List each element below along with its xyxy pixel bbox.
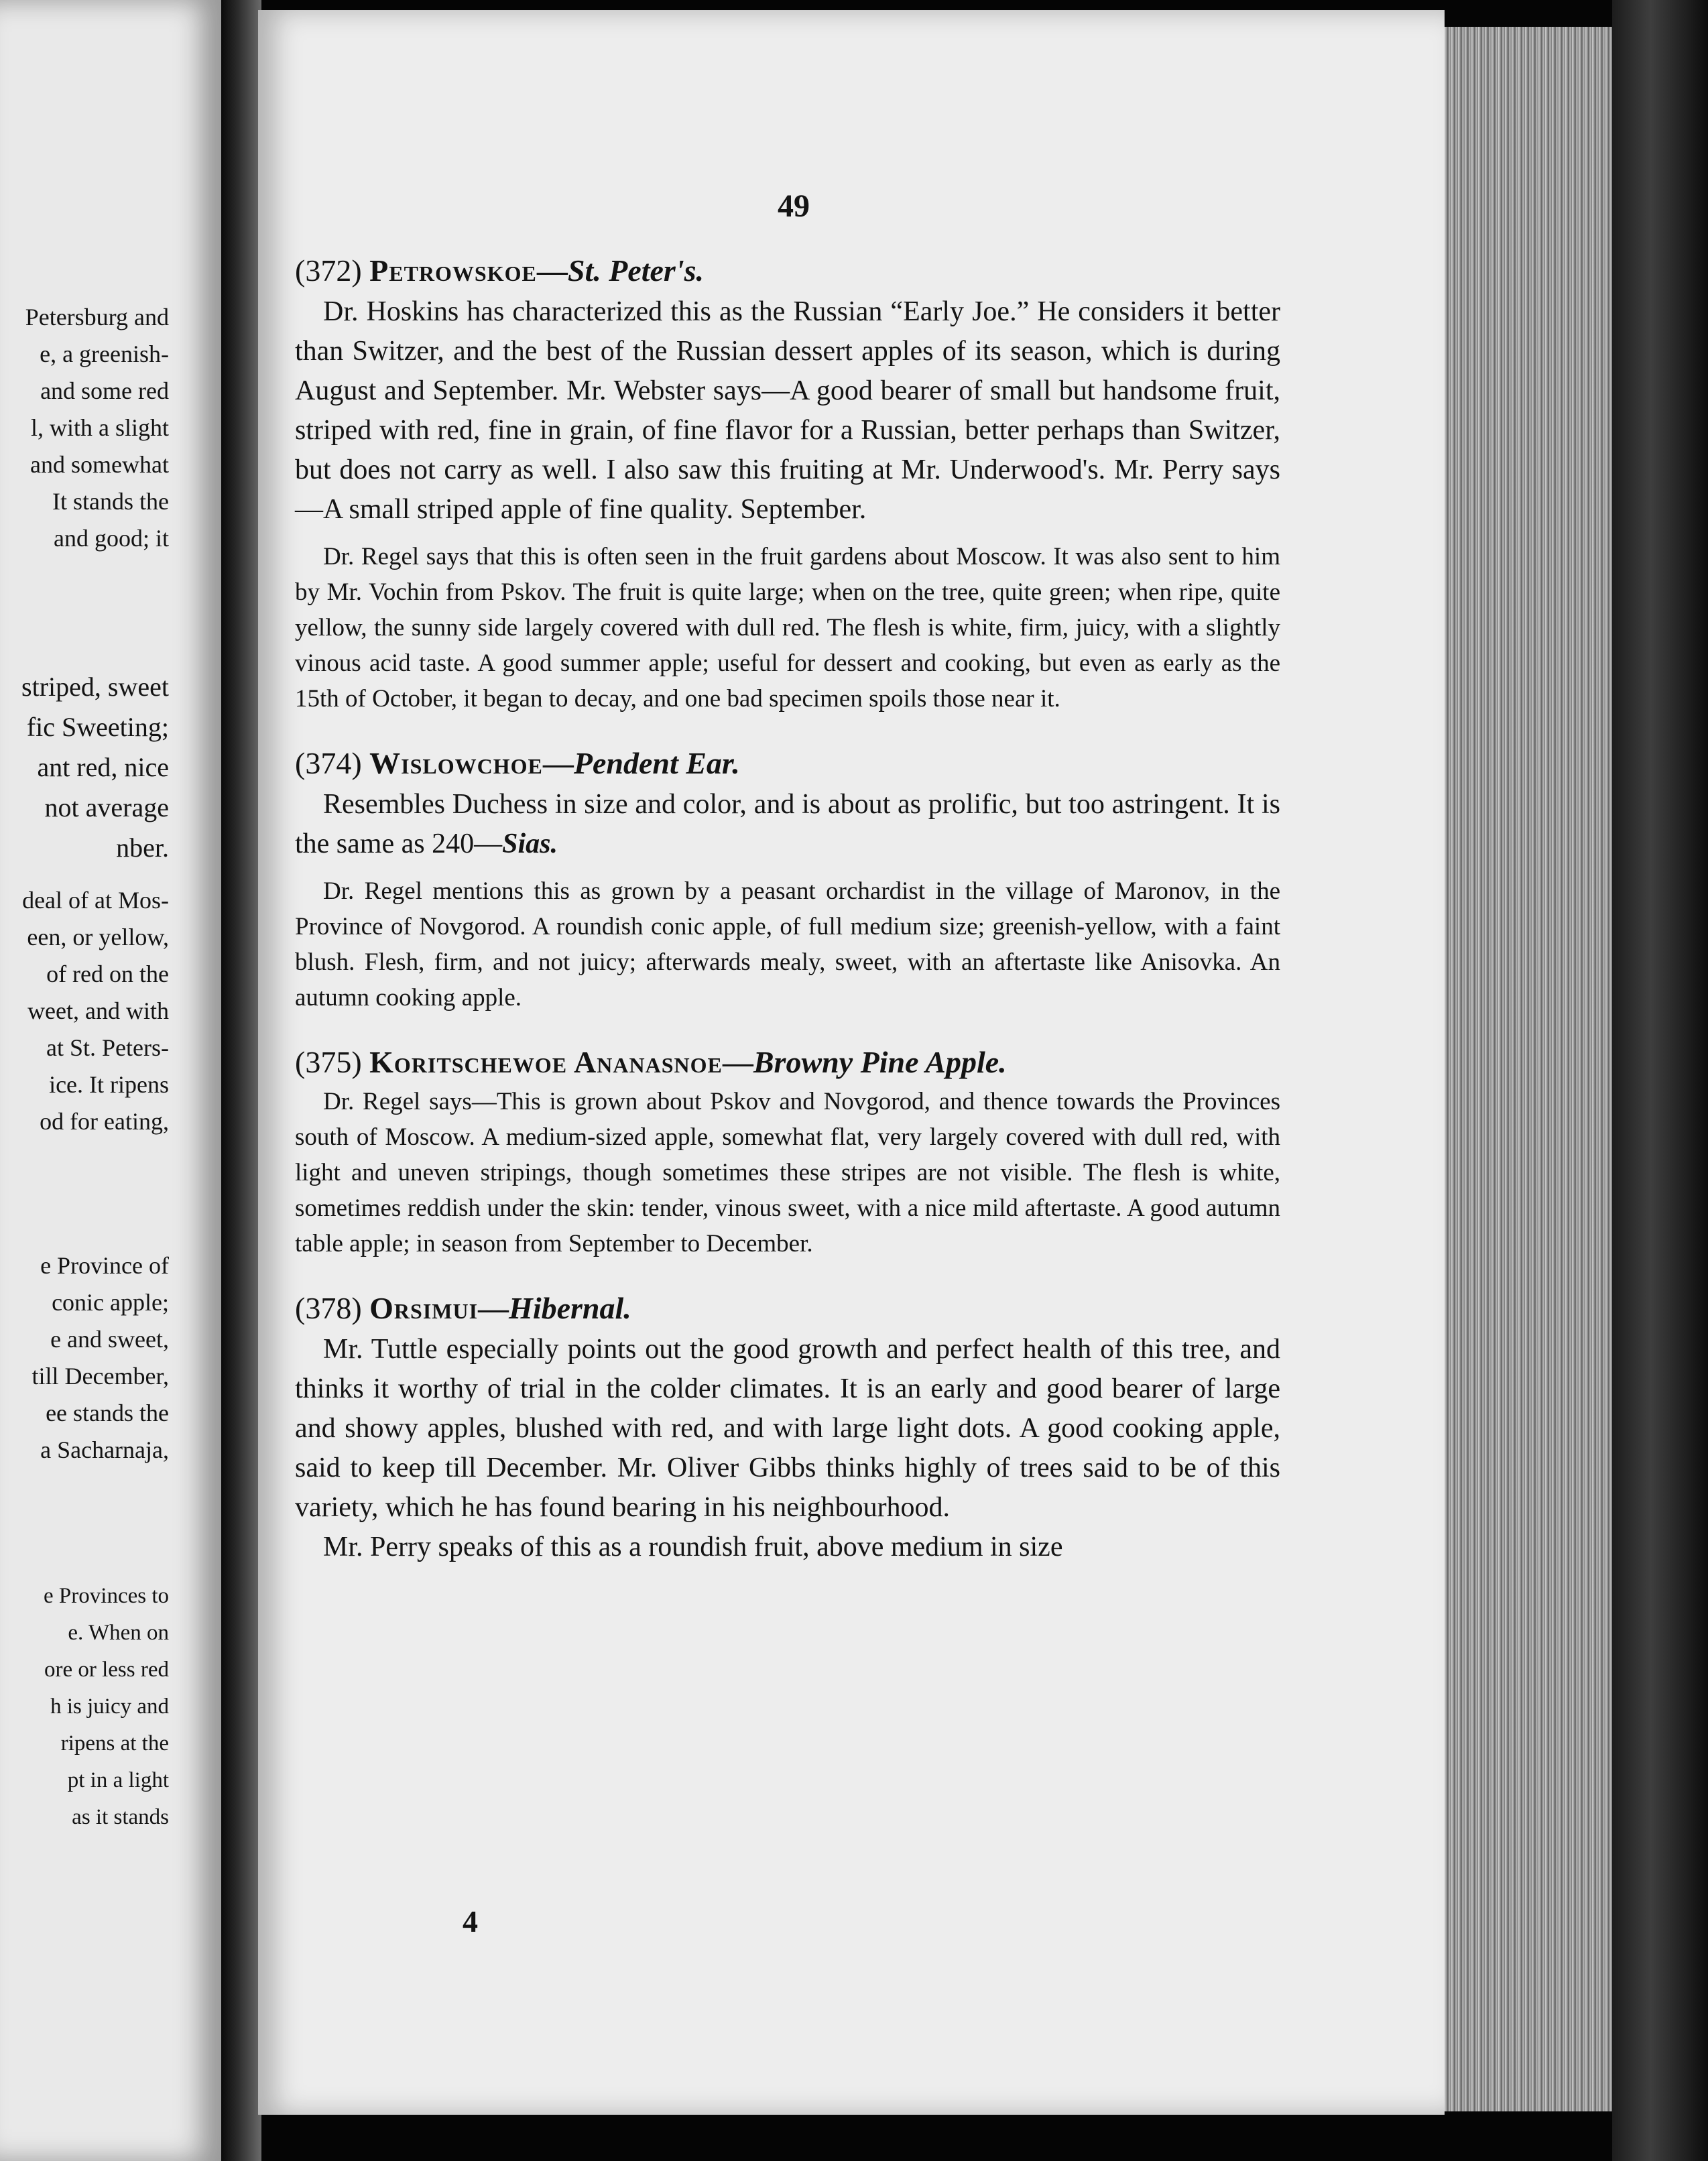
left-page-line: not average bbox=[44, 792, 169, 822]
entry-number: (372) bbox=[295, 253, 362, 288]
entry-paragraph bbox=[295, 785, 1280, 864]
left-page-line: pt in a light bbox=[67, 1768, 169, 1792]
left-page-line: deal of at Mos- bbox=[22, 887, 169, 914]
left-page-line: e Province of bbox=[40, 1252, 169, 1279]
left-page-line: ee stands the bbox=[46, 1400, 169, 1426]
entry-number: (375) bbox=[295, 1045, 362, 1079]
entry-translation: St. Peter's. bbox=[567, 253, 705, 288]
left-page-line: ant red, nice bbox=[37, 752, 169, 782]
left-page-line: ripens at the bbox=[60, 1731, 169, 1755]
entry-name: Petrowskoe bbox=[369, 253, 537, 288]
left-page-line: weet, and with bbox=[27, 997, 169, 1024]
left-page-line: and good; it bbox=[54, 525, 169, 552]
entry-name: Koritschewoe Ananasnoe bbox=[369, 1045, 723, 1079]
entry-note: Dr. Regel mentions this as grown by a peasant orchardist in the village of Maronov, in the Province of Novgorod. A roundish conic apple, of full medium size; greenish-yellow, with a faint blush. Flesh, firm, and not juicy; afterwards mealy, sweet, with an aftertaste like Anisovka. An autumn cooking apple. bbox=[295, 877, 1280, 1011]
left-page-line: striped, sweet bbox=[21, 672, 169, 702]
entry-372 bbox=[295, 249, 1280, 717]
entry-heading: (378) Orsimui—Hibernal. bbox=[295, 1291, 631, 1325]
left-page-line: and somewhat bbox=[30, 451, 169, 478]
left-page-line: at St. Peters- bbox=[46, 1034, 169, 1061]
left-page-line: nber. bbox=[116, 832, 169, 863]
left-page-line: It stands the bbox=[52, 488, 169, 515]
entry-374 bbox=[295, 742, 1280, 1015]
entry-name: Orsimui bbox=[369, 1291, 479, 1325]
book-cover-edge bbox=[1612, 0, 1708, 2161]
left-page-line: ice. It ripens bbox=[49, 1071, 169, 1098]
entry-translation: Pendent Ear. bbox=[573, 746, 740, 780]
entry-number: (378) bbox=[295, 1291, 362, 1325]
left-page-line: een, or yellow, bbox=[27, 924, 169, 950]
left-page bbox=[0, 0, 225, 2161]
left-page-line: as it stands bbox=[72, 1805, 169, 1829]
left-page-line: e, a greenish- bbox=[40, 341, 169, 367]
entry-paragraph: Mr. Perry speaks of this as a roundish fruit, above medium in size bbox=[323, 1532, 1063, 1562]
left-page-line: a Sacharnaja, bbox=[40, 1436, 169, 1463]
left-page-line: l, with a slight bbox=[31, 414, 169, 441]
entry-375 bbox=[295, 1041, 1280, 1261]
page-number: 49 bbox=[778, 188, 810, 224]
entry-note: Dr. Regel says that this is often seen in the fruit gardens about Moscow. It was also sent to him by Mr. Vochin from Pskov. The fruit is quite large; when on the tree, quite green; when ripe, quite yellow, the sunny side largely covered with dull red. The flesh is white, firm, juicy, with a slightly vinous acid taste. A good summer apple; useful for dessert and cooking, but even as early as the 15th of October, it began to decay, and one bad specimen spoils those near it. bbox=[295, 543, 1280, 713]
left-page-line: till December, bbox=[32, 1363, 169, 1390]
left-page-line: fic Sweeting; bbox=[26, 712, 169, 742]
entry-heading: (375) Koritschewoe Ananasnoe—Browny Pine Apple. bbox=[295, 1045, 1007, 1079]
signature-mark: 4 bbox=[463, 1904, 478, 1938]
entry-translation: Hibernal. bbox=[509, 1291, 631, 1325]
left-page-line: e and sweet, bbox=[50, 1326, 169, 1353]
left-page-line: od for eating, bbox=[40, 1108, 169, 1135]
book-gutter bbox=[221, 0, 261, 2161]
left-page-line: of red on the bbox=[46, 961, 169, 987]
page-edges bbox=[1445, 27, 1612, 2111]
entry-heading: (372) Petrowskoe—St. Peter's. bbox=[295, 253, 705, 288]
left-page-line: and some red bbox=[40, 377, 169, 404]
entry-paragraph: Mr. Tuttle especially points out the good growth and perfect health of this tree, and thinks it worthy of trial in the colder climates. It is an early and good bearer of large and showy apples, blushed with red, and with large light dots. A good cooking apple, said to keep till December. Mr. Oliver Gibbs thinks highly of trees said to be of this variety, which he has found bearing in his neighbourhood. bbox=[295, 1334, 1280, 1523]
entry-number: (374) bbox=[295, 746, 362, 780]
entry-heading: (374) Wislowchoe—Pendent Ear. bbox=[295, 746, 740, 780]
entry-378 bbox=[295, 1287, 1280, 1567]
left-page-line: e. When on bbox=[68, 1621, 169, 1645]
entry-note: Dr. Regel says—This is grown about Pskov and Novgorod, and thence towards the Provinces south of Moscow. A medium-sized apple, somewhat flat, very largely covered with dull red, with light and uneven stripings, though sometimes these stripes are not visible. The flesh is white, sometimes reddish under the skin: tender, vinous sweet, with a nice mild aftertaste. A good autumn table apple; in season from September to December. bbox=[295, 1088, 1280, 1257]
left-page-line: Petersburg and bbox=[25, 304, 169, 330]
entry-paragraph-text: Resembles Duchess in size and color, and is about as prolific, but too astringent. It is the same as 240— bbox=[295, 789, 1280, 859]
left-page-line: ore or less red bbox=[44, 1658, 169, 1682]
entry-translation: Browny Pine Apple. bbox=[753, 1045, 1007, 1079]
left-page-line: conic apple; bbox=[52, 1289, 169, 1316]
left-page-line: h is juicy and bbox=[50, 1694, 169, 1719]
cross-reference: Sias. bbox=[502, 828, 558, 859]
entry-paragraph: Dr. Hoskins has characterized this as the Russian “Early Joe.” He considers it better than Switzer, and the best of the Russian dessert apples of its season, which is during August and September. Mr. Webster says—A good bearer of small but handsome fruit, striped with red, fine in grain, of fine flavor for a Russian, better perhaps than Switzer, but does not carry as well. I also saw this fruiting at Mr. Underwood's. Mr. Perry says—A small striped apple of fine quality. September. bbox=[295, 296, 1280, 525]
page-text bbox=[295, 176, 1280, 1567]
left-page-line: e Provinces to bbox=[44, 1584, 169, 1608]
entry-name: Wislowchoe bbox=[369, 746, 543, 780]
